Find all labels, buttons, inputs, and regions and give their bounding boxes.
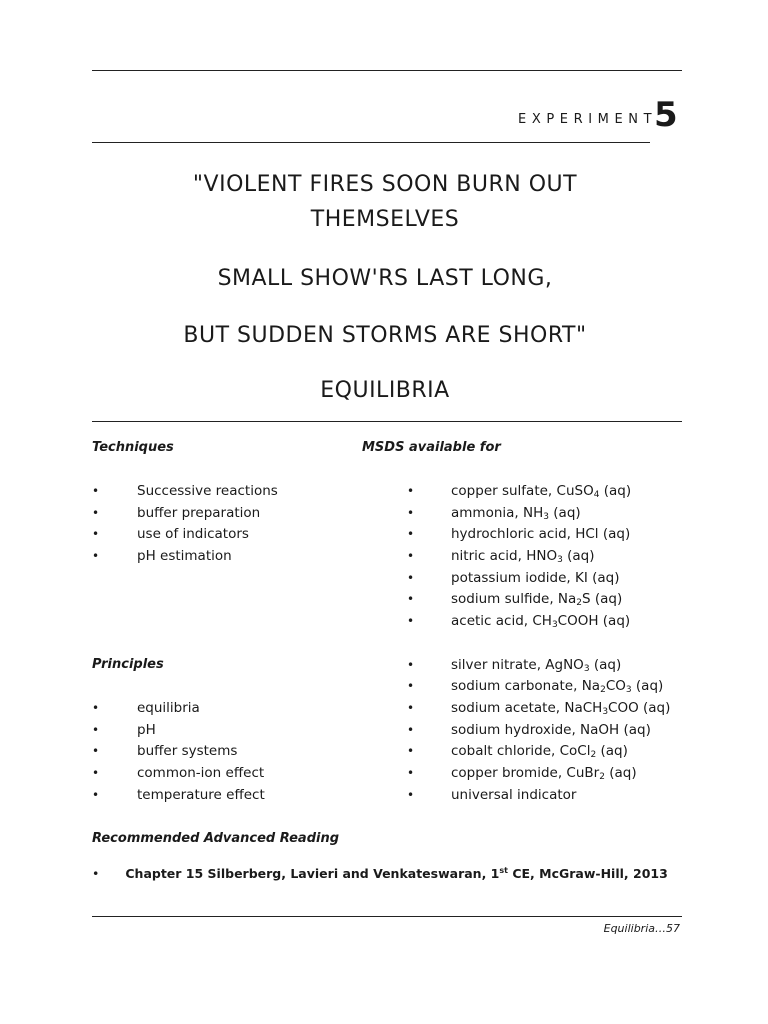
bullet-icon: • [407, 484, 415, 498]
list-item: • potassium iodide, KI (aq) [407, 568, 707, 590]
bullet-icon: • [407, 549, 415, 564]
bullet-icon: • [407, 527, 415, 542]
list-item: • buffer preparation [92, 503, 342, 525]
list-item: • buffer systems [92, 741, 342, 763]
top-rule [92, 70, 682, 71]
principles-list [92, 698, 342, 806]
techniques-heading: Techniques [92, 440, 174, 455]
page-title: EQUILIBRIA [320, 378, 450, 403]
reading-text-end: CE, McGraw-Hill, 2013 [507, 866, 668, 881]
bullet-icon: • [407, 679, 415, 694]
bullet-icon: • [407, 505, 415, 520]
bullet-icon: • [407, 614, 415, 629]
list-item: • universal indicator [407, 785, 707, 807]
bullet-icon: • [92, 484, 100, 498]
list-item: • use of indicators [92, 524, 342, 546]
techniques-list [92, 481, 342, 568]
quote-line-2: THEMSELVES [310, 207, 460, 232]
bullet-icon: • [92, 766, 100, 781]
list-item: • silver nitrate, AgNO$_3$ (aq) [407, 655, 707, 677]
list-item: • sodium sulfide, $Na_2S$ (aq) [407, 589, 707, 611]
experiment-number: 5 [654, 95, 678, 135]
list-item: • sodium hydroxide, NaOH (aq) [407, 720, 707, 742]
page-footer: Equilibria…57 [603, 922, 680, 935]
bullet-icon: • [407, 570, 415, 585]
bullet-icon: • [407, 592, 415, 607]
list-item [407, 633, 707, 655]
quote-line-4: BUT SUDDEN STORMS ARE SHORT" [183, 323, 587, 348]
experiment-label: EXPERIMENT [518, 112, 658, 127]
list-item: • common-ion effect [92, 763, 342, 785]
list-item: • nitric acid, $HNO_3$ (aq) [407, 546, 707, 568]
header-rule [92, 142, 650, 143]
quote-line-1: "VIOLENT FIRES SOON BURN OUT [192, 172, 578, 197]
bullet-icon: • [92, 744, 100, 759]
list-item: • equilibria [92, 698, 342, 720]
bottom-rule [92, 916, 682, 917]
list-item: • copper sulfate, CuSO$_4$ (aq) [407, 481, 707, 503]
bullet-icon: • [92, 722, 100, 737]
bullet-icon: • [92, 549, 100, 564]
title-rule [92, 421, 682, 422]
list-item: • temperature effect [92, 785, 342, 807]
principles-heading: Principles [92, 657, 164, 672]
bullet-icon: • [407, 722, 415, 737]
reading-item [92, 866, 668, 881]
list-item: • acetic acid, $CH_3COOH$ (aq) [407, 611, 707, 633]
bullet-icon: • [407, 657, 415, 672]
reading-sup: st [499, 866, 508, 875]
bullet-icon: • [92, 701, 100, 715]
list-item: • hydrochloric acid, HCl (aq) [407, 524, 707, 546]
bullet-icon: • [407, 744, 415, 759]
list-item: • pH estimation [92, 546, 342, 568]
msds-list [407, 481, 707, 806]
msds-heading: MSDS available for [362, 440, 501, 455]
bullet-icon: • [92, 787, 100, 802]
bullet-icon: • [92, 866, 100, 881]
bullet-icon: • [92, 505, 100, 520]
list-item: • pH [92, 720, 342, 742]
list-item: • sodium carbonate, $Na_2CO_3$ (aq) [407, 676, 707, 698]
reading-text: Chapter 15 Silberberg, Lavieri and Venkateswaran, 1 [125, 866, 500, 881]
bullet-icon: • [407, 700, 415, 715]
bullet-icon: • [407, 765, 415, 780]
list-item: • copper bromide, CuBr$_2$ (aq) [407, 763, 707, 785]
list-item: • Successive reactions [92, 481, 342, 503]
list-item: • cobalt chloride, CoCl$_2$ (aq) [407, 741, 707, 763]
bullet-icon: • [92, 527, 100, 542]
list-item: • ammonia, $NH_3$ (aq) [407, 503, 707, 525]
bullet-icon: • [407, 787, 415, 802]
list-item: • sodium acetate, NaCH$_3$COO (aq) [407, 698, 707, 720]
reading-heading: Recommended Advanced Reading [92, 831, 340, 846]
quote-line-3: SMALL SHOW'RS LAST LONG, [217, 266, 553, 291]
